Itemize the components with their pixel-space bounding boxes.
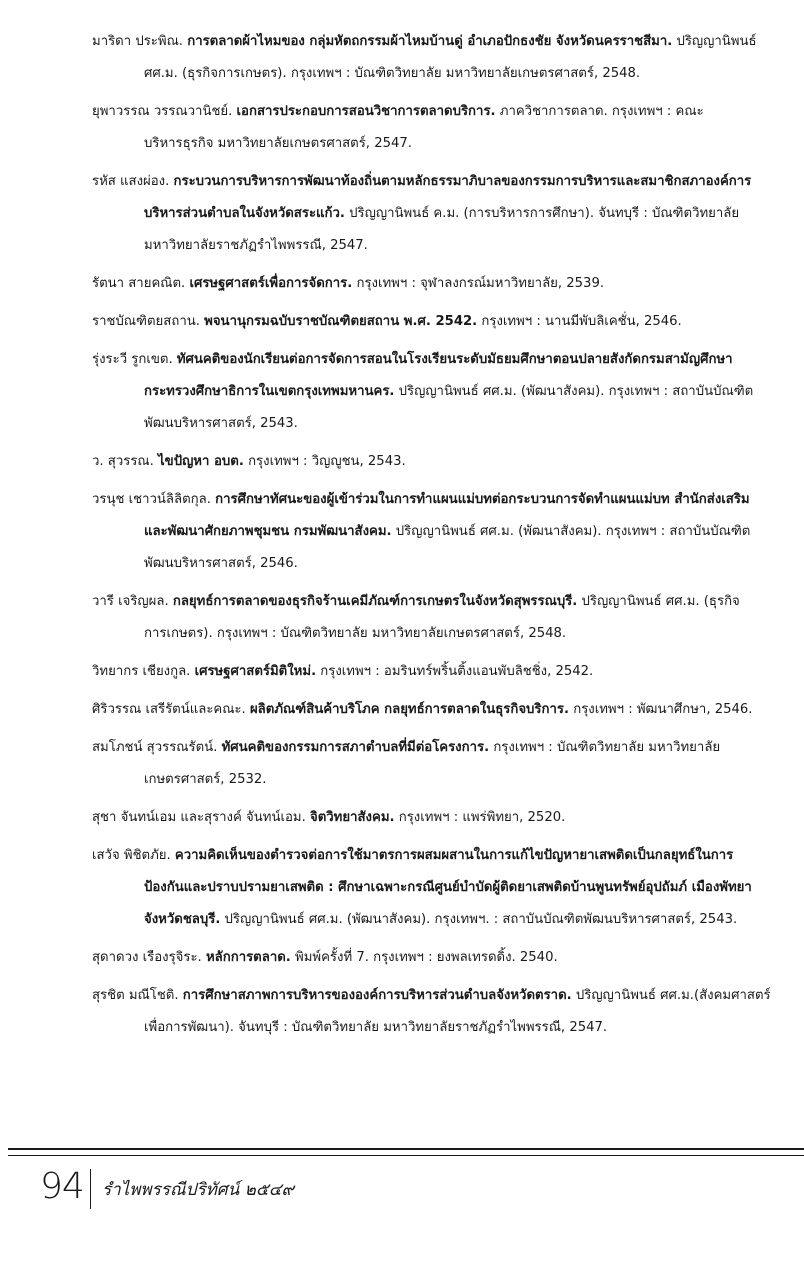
reference-title: เศรษฐศาสตร์เพื่อการจัดการ. xyxy=(189,276,353,291)
reference-entry xyxy=(92,942,772,974)
reference-publication: กรุงเทพฯ : จุฬาลงกรณ์มหาวิทยาลัย, 2539. xyxy=(356,276,605,291)
reference-entry xyxy=(92,268,772,300)
journal-title: รำไพพรรณีปริทัศน์ ๒๕๔๙ xyxy=(102,1180,295,1200)
reference-author: มาริดา ประพิณ. xyxy=(92,34,183,49)
page-number: 94 xyxy=(40,1166,84,1207)
reference-author: รุ่งระวี รูกเขต. xyxy=(92,352,173,367)
reference-publication: ปริญญานิพนธ์ ศศ.ม. (พัฒนาสังคม). กรุงเทพฯ : สถาบันบัณฑิตพัฒนบริหารศาสตร์, 2546. xyxy=(144,524,751,571)
reference-entry xyxy=(92,96,772,160)
reference-author: สุชา จันทน์เอม และสุรางค์ จันทน์เอม. xyxy=(92,810,306,825)
reference-publication: ปริญญานิพนธ์ ศศ.ม. (ธุรกิจการเกษตร). กรุงเทพฯ : บัณฑิตวิทยาลัย มหาวิทยาลัยเกษตรศาสตร์, 2548. xyxy=(144,34,757,81)
reference-author: วรนุช เชาวน์ลิลิตกุล. xyxy=(92,492,211,507)
reference-publication: กรุงเทพฯ : อมรินทร์พริ้นติ้งแอนพับลิชชิ่ง, 2542. xyxy=(320,664,594,679)
reference-author: สมโภชน์ สุวรรณรัตน์. xyxy=(92,740,218,755)
reference-entry xyxy=(92,840,772,936)
reference-title: ความคิดเห็นของตำรวจต่อการใช้มาตรการผสมผสานในการแก้ไขปัญหายาเสพติดเป็นกลยุทธ์ในการป้องกันและปราบปรามยาเสพติด : ศึกษาเฉพาะกรณีศูนย์บำบัดผู้ติดยาเสพติดบ้านพูนทรัพย์อุปถัมภ์ เมืองพัทยา จังหวัดชลบุรี. xyxy=(144,848,752,927)
reference-publication: ปริญญานิพนธ์ ค.ม. (การบริหารการศึกษา). จันทบุรี : บัณฑิตวิทยาลัย มหาวิทยาลัยราชภัฏรำไพพรรณี, 2547. xyxy=(144,206,740,253)
reference-author: รัตนา สายคณิต. xyxy=(92,276,186,291)
reference-title: เอกสารประกอบการสอนวิชาการตลาดบริการ. xyxy=(236,104,496,119)
footer-divider xyxy=(90,1169,91,1209)
reference-author: ราชบัณฑิตยสถาน. xyxy=(92,314,200,329)
reference-publication: กรุงเทพฯ : พัฒนาศึกษา, 2546. xyxy=(573,702,753,717)
reference-entry xyxy=(92,694,772,726)
reference-author: ยุพาวรรณ วรรณวานิชย์. xyxy=(92,104,233,119)
reference-title: กระบวนการบริหารการพัฒนาท้องถิ่นตามหลักธรรมาภิบาลของกรรมการบริหารและสมาชิกสภาองค์การบริหารส่วนตำบลในจังหวัดสระแก้ว. xyxy=(144,174,752,221)
reference-author: สุดาดวง เรืองรุจิระ. xyxy=(92,950,202,965)
reference-entry xyxy=(92,732,772,796)
reference-publication: กรุงเทพฯ : วิญญูชน, 2543. xyxy=(248,454,406,469)
reference-publication: ปริญญานิพนธ์ ศศ.ม. (พัฒนาสังคม). กรุงเทพฯ : สถาบันบัณฑิตพัฒนบริหารศาสตร์, 2543. xyxy=(144,384,754,431)
reference-entry xyxy=(92,980,772,1044)
reference-publication: ปริญญานิพนธ์ ศศ.ม. (ธุรกิจการเกษตร). กรุงเทพฯ : บัณฑิตวิทยาลัย มหาวิทยาลัยเกษตรศาสตร์, 2548. xyxy=(144,594,740,641)
reference-publication: กรุงเทพฯ : บัณฑิตวิทยาลัย มหาวิทยาลัยเกษตรศาสตร์, 2532. xyxy=(144,740,721,787)
reference-title: ทัศนคติของกรรมการสภาตำบลที่มีต่อโครงการ. xyxy=(221,740,490,755)
reference-author: ว. สุวรรณ. xyxy=(92,454,154,469)
footer-rule-thick xyxy=(8,1148,804,1150)
reference-title: พจนานุกรมฉบับราชบัณฑิตยสถาน พ.ศ. 2542. xyxy=(204,314,478,329)
reference-title: ผลิตภัณฑ์สินค้าบริโภค กลยุทธ์การตลาดในธุรกิจบริการ. xyxy=(249,702,569,717)
reference-author: วิทยากร เชียงกูล. xyxy=(92,664,191,679)
reference-entry xyxy=(92,26,772,90)
reference-entry xyxy=(92,484,772,580)
reference-title: จิตวิทยาสังคม. xyxy=(309,810,395,825)
reference-author: ศิริวรรณ เสรีรัตน์และคณะ. xyxy=(92,702,246,717)
reference-publication: พิมพ์ครั้งที่ 7. กรุงเทพฯ : ยงพลเทรดดิ้ง. 2540. xyxy=(295,950,558,965)
reference-entry xyxy=(92,586,772,650)
footer-rule-thin xyxy=(8,1155,804,1156)
reference-entry xyxy=(92,446,772,478)
page-footer xyxy=(40,1165,740,1213)
reference-publication: กรุงเทพฯ : แพร่พิทยา, 2520. xyxy=(398,810,566,825)
reference-author: วารี เจริญผล. xyxy=(92,594,169,609)
reference-title: การศึกษาสภาพการบริหารขององค์การบริหารส่วนตำบลจังหวัดตราด. xyxy=(182,988,572,1003)
reference-title: หลักการตลาด. xyxy=(205,950,291,965)
reference-entry xyxy=(92,306,772,338)
reference-title: ไขปัญหา อบต. xyxy=(158,454,244,469)
reference-entry xyxy=(92,344,772,440)
reference-title: การศึกษาทัศนะของผู้เข้าร่วมในการทำแผนแม่บทต่อกระบวนการจัดทำแผนแม่บท สำนักส่งเสริมและพัฒนาศักยภาพชุมชน กรมพัฒนาสังคม. xyxy=(144,492,750,539)
reference-title: การตลาดผ้าไหมของ กลุ่มหัตถกรรมผ้าไหมบ้านดู่ อำเภอปักธงชัย จังหวัดนครราชสีมา. xyxy=(187,34,673,49)
reference-publication: ปริญญานิพนธ์ ศศ.ม.(สังคมศาสตร์เพื่อการพัฒนา). จันทบุรี : บัณฑิตวิทยาลัย มหาวิทยาลัยราชภัฏรำไพพรรณี, 2547. xyxy=(144,988,771,1035)
reference-title: ทัศนคติของนักเรียนต่อการจัดการสอนในโรงเรียนระดับมัธยมศึกษาตอนปลายสังกัดกรมสามัญศึกษา กระทรวงศึกษาธิการในเขตกรุงเทพมหานคร. xyxy=(144,352,733,399)
reference-author: เสวัจ พิชิตภัย. xyxy=(92,848,171,863)
reference-publication: ภาควิชาการตลาด. กรุงเทพฯ : คณะบริหารธุรกิจ มหาวิทยาลัยเกษตรศาสตร์, 2547. xyxy=(144,104,704,151)
reference-entry xyxy=(92,166,772,262)
reference-title: เศรษฐศาสตร์มิติใหม่. xyxy=(194,664,317,679)
reference-entry xyxy=(92,802,772,834)
reference-entry xyxy=(92,656,772,688)
reference-author: รหัส แสงผ่อง. xyxy=(92,174,170,189)
reference-publication: กรุงเทพฯ : นานมีพับลิเคชั่น, 2546. xyxy=(481,314,682,329)
reference-title: กลยุทธ์การตลาดของธุรกิจร้านเคมีภัณฑ์การเกษตรในจังหวัดสุพรรณบุรี. xyxy=(172,594,578,609)
reference-publication: ปริญญานิพนธ์ ศศ.ม. (พัฒนาสังคม). กรุงเทพฯ. : สถาบันบัณฑิตพัฒนบริหารศาสตร์, 2543. xyxy=(224,912,738,927)
reference-author: สุรชิต มณีโชติ. xyxy=(92,988,179,1003)
reference-list xyxy=(92,26,772,1050)
